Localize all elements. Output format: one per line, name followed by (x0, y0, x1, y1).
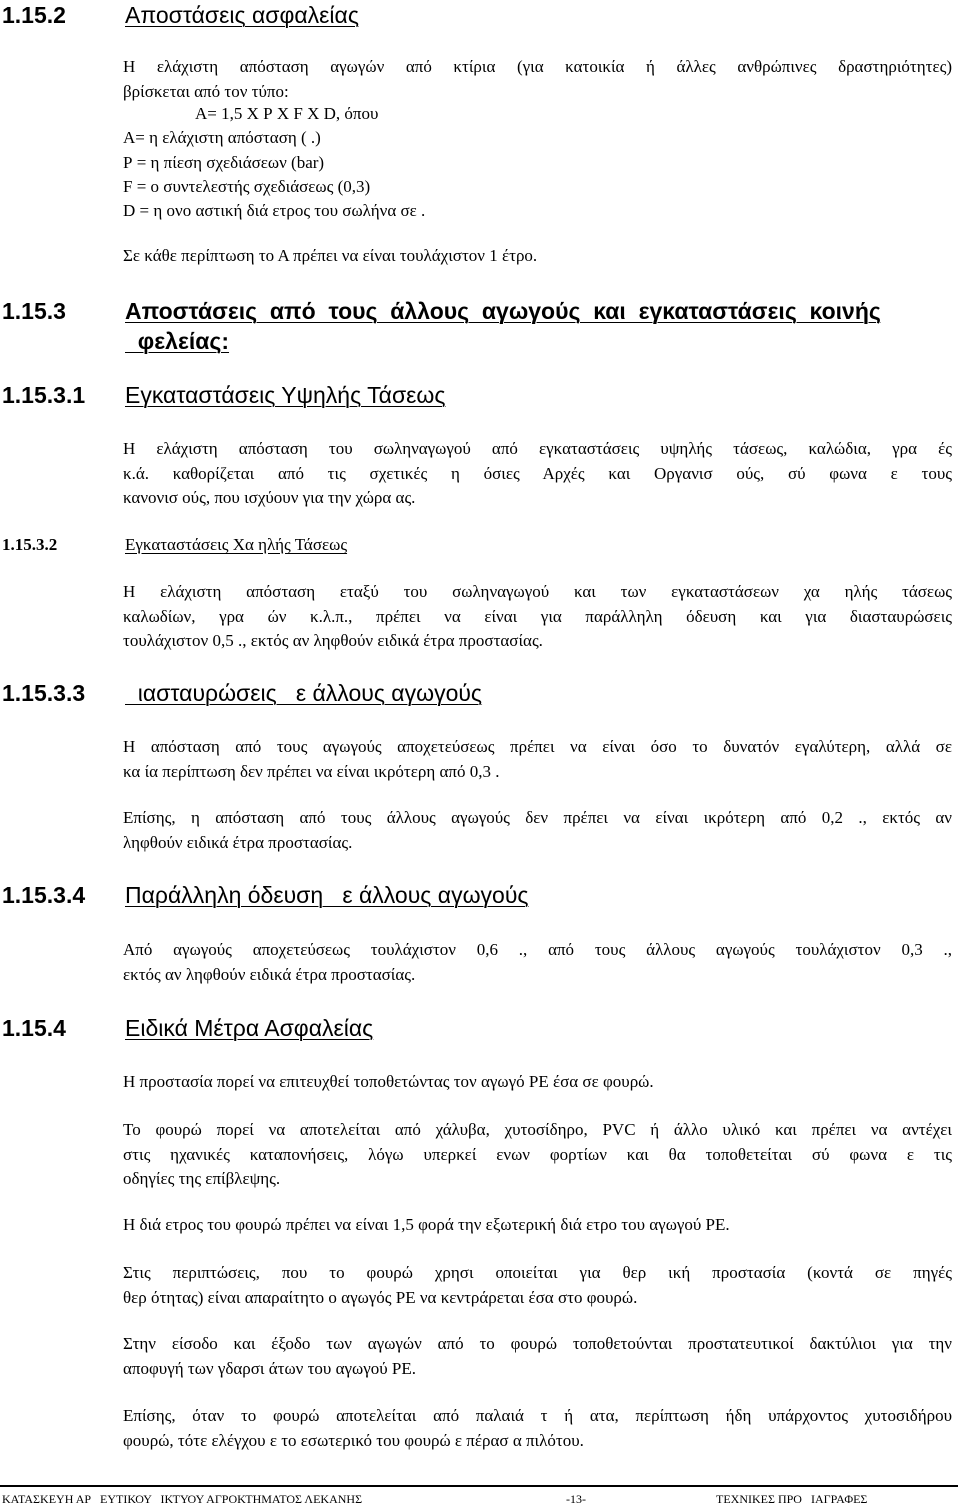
text-line: κα ία περίπτωση δεν πρέπει να είναι ικρότερη από 0,3 . (123, 761, 500, 781)
footer-page-number: -13- (566, 1492, 586, 1506)
section-title: Ειδικά Μέτρα Ασφαλείας (125, 1015, 374, 1041)
section-title-line: φελείας: (125, 328, 230, 354)
footer-project-title: ΚΑΤΑΣΚΕΥΗ ΑΡ ΕΥΤΙΚΟΥ ΙΚΤΥΟΥ ΑΓΡΟΚΤΗΜΑΤΟΣ ΛΕΚΑΝΗΣ (2, 1492, 363, 1506)
section-heading-1-15-3-2 (2, 534, 942, 558)
section-heading-1-15-2 (2, 0, 942, 30)
text-line: θερ ότητας) είναι απαραίτητο ο αγωγός PE να κεντράρεται έσα στο φουρώ. (123, 1287, 638, 1307)
footer-section-title: ΤΕΧΝΙΚΕΣ ΠΡΟ ΙΑΓΡΑΦΕΣ (716, 1492, 868, 1506)
text-line: Στις περιπτώσεις, που το φουρώ χρησι οποιείται για θερ ική προστασία (κοντά σε πηγές (123, 1263, 952, 1282)
section-title: Εγκαταστάσεις Υψηλής Τάσεως (125, 382, 446, 408)
text-line: αποφυγή των γδαρσι άτων του αγωγού PE. (123, 1358, 416, 1378)
section-title: Παράλληλη όδευση ε άλλους αγωγούς (125, 882, 529, 908)
section-title: Εγκαταστάσεις Χα ηλής Τάσεως (125, 535, 348, 554)
definition-line: D = η ονο αστική διά ετρος του σωλήνα σε . (123, 201, 426, 220)
section-title: ιασταυρώσεις ε άλλους αγωγούς (125, 680, 483, 706)
text-line: Το φουρώ πορεί να αποτελείται από χάλυβα, χυτοσίδηρο, PVC ή άλλο υλικό και πρέπει να αντέχει (123, 1120, 952, 1139)
paragraph-sleeve-diameter (123, 1213, 952, 1238)
text-line: Η διά ετρος του φουρώ πρέπει να είναι 1,5 φορά την εξωτερική διά ετρο του αγωγού PE. (123, 1215, 730, 1234)
text-line: εκτός αν ληφθούν ειδικά έτρα προστασίας. (123, 964, 416, 984)
paragraph-low-voltage (123, 580, 952, 654)
section-number: 1.15.2 (2, 2, 66, 28)
text-line: Στην είσοδο και έξοδο των αγωγών από το φουρώ τοποθετούνται προστατευτικοί δακτύλιοι για την (123, 1334, 952, 1353)
formula-line: Α= 1,5 Χ Ρ Χ F X D, όπου (195, 104, 379, 123)
paragraph-crossings-2 (123, 806, 952, 855)
paragraph-crossings-1 (123, 735, 952, 784)
section-number: 1.15.3.4 (2, 882, 86, 908)
text-line: οδηγίες της επίβλεψης. (123, 1169, 281, 1188)
page-footer (0, 1485, 958, 1509)
section-number: 1.15.3.2 (2, 535, 58, 554)
paragraph-thermal (123, 1261, 952, 1310)
section-heading-1-15-4 (2, 1013, 942, 1043)
section-number: 1.15.3.3 (2, 680, 86, 706)
section-heading-1-15-3-3 (2, 678, 942, 708)
section-number: 1.15.4 (2, 1015, 66, 1041)
minimum-note: Σε κάθε περίπτωση το Α πρέπει να είναι τουλάχιστον 1 έτρο. (123, 246, 538, 265)
text-line: Η ελάχιστη απόσταση αγωγών από κτίρια (για κατοικία ή άλλες ανθρώπινες δραστηριότητες) (123, 57, 952, 76)
paragraph-safety-intro (123, 55, 952, 104)
section-heading-1-15-3-4 (2, 880, 942, 910)
definition-line: Α= η ελάχιστη απόσταση ( .) (123, 128, 321, 147)
section-heading-1-15-3-1 (2, 380, 942, 410)
text-line: Η απόσταση από τους αγωγούς αποχετεύσεως πρέπει να είναι όσο το δυνατόν εγαλύτερη, αλλά σε (123, 737, 952, 756)
text-line: Η ελάχιστη απόσταση εταξύ του σωληναγωγού και των εγκαταστάσεων χα ηλής τάσεως (123, 582, 952, 601)
section-heading-1-15-3 (2, 296, 952, 356)
text-line: Από αγωγούς αποχετεύσεως τουλάχιστον 0,6 ., από τους άλλους αγωγούς τουλάχιστον 0,3 ., (123, 940, 952, 959)
paragraph-old-sleeve (123, 1404, 952, 1453)
text-line: Η ελάχιστη απόσταση του σωληναγωγού από εγκαταστάσεις υψηλής τάσεως, καλώδια, γρα ές (123, 439, 952, 458)
text-line: Η προστασία πορεί να επιτευχθεί τοποθετώντας τον αγωγό PE έσα σε φουρώ. (123, 1072, 654, 1091)
section-title: Αποστάσεις ασφαλείας (125, 2, 359, 28)
text-line: καλωδίων, γρα ών κ.λ.π., πρέπει να είναι για παράλληλη όδευση και για διασταυρώσεις (123, 606, 952, 626)
text-line: κανονισ ούς, που ισχύουν για την χώρα ας. (123, 488, 416, 507)
definition-line: Ρ = η πίεση σχεδιάσεων (bar) (123, 153, 325, 172)
section-number: 1.15.3 (2, 298, 66, 324)
text-line: φουρώ, τότε ελέγχου ε το εσωτερικό του φουρώ ε πέρασ α πιλότου. (123, 1430, 584, 1450)
text-line: κ.ά. καθορίζεται από τις σχετικές η όσιες Αρχές και Οργανισ ούς, σύ φωνα ε τους (123, 463, 952, 483)
paragraph-rings (123, 1332, 952, 1381)
text-line: Επίσης, όταν το φουρώ αποτελείται από παλαιά τ ή ατα, περίπτωση ήδη υπάρχοντος χυτοσιδήρου (123, 1406, 952, 1425)
text-line: Επίσης, η απόσταση από τους άλλους αγωγούς δεν πρέπει να είναι ικρότερη από 0,2 ., εκτός αν (123, 808, 952, 827)
text-line: στις ηχανικές καταπονήσεις, λόγω υπερκεί ενων φορτίων και θα τοποθετείται σύ φωνα ε τις (123, 1144, 952, 1164)
section-title-line: Αποστάσεις από τους άλλους αγωγούς και εγκαταστάσεις κοινής (125, 298, 881, 324)
paragraph-protection (123, 1070, 952, 1095)
section-number: 1.15.3.1 (2, 382, 86, 408)
definition-line: F = ο συντελεστής σχεδιάσεως (0,3) (123, 177, 371, 196)
paragraph-sleeve-material (123, 1118, 952, 1192)
paragraph-parallel (123, 938, 952, 987)
paragraph-high-voltage (123, 437, 952, 511)
text-line: βρίσκεται από τον τύπο: (123, 81, 289, 101)
text-line: ληφθούν ειδικά έτρα προστασίας. (123, 832, 353, 852)
text-line: τουλάχιστον 0,5 ., εκτός αν ληφθούν ειδικά έτρα προστασίας. (123, 631, 543, 650)
